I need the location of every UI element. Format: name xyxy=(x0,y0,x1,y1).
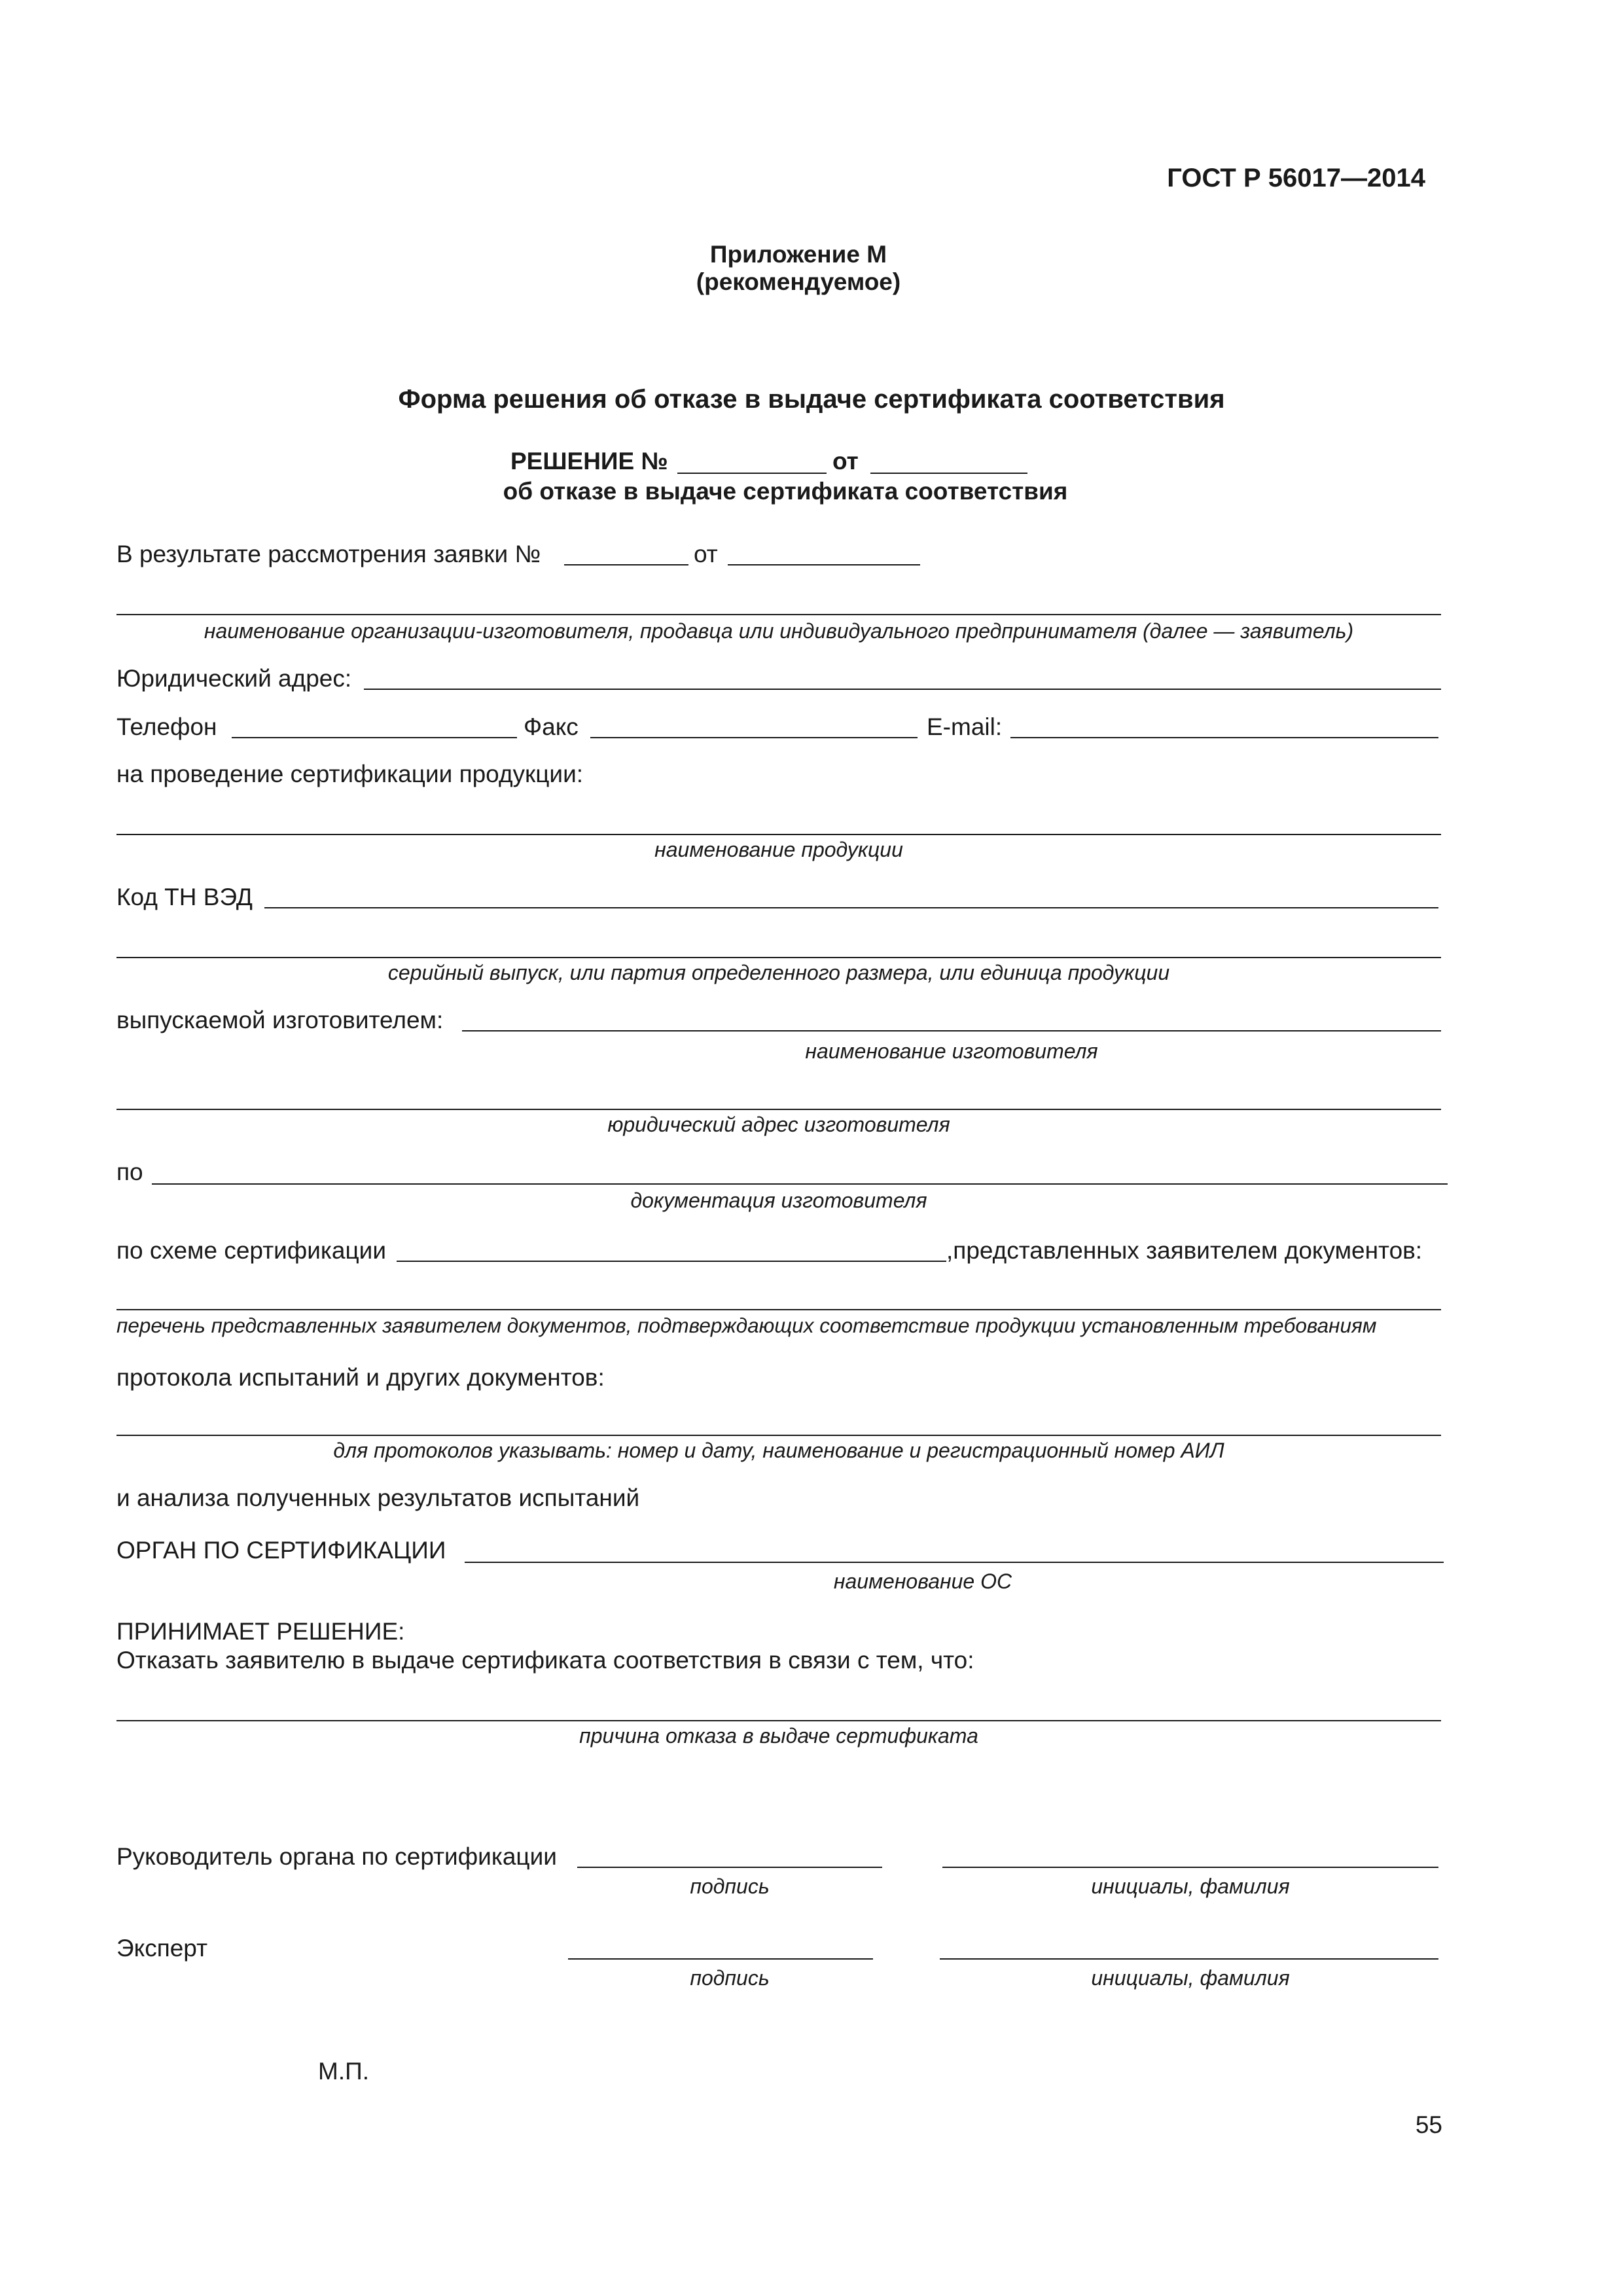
decision-subtitle: об отказе в выдаче сертификата соответствия xyxy=(503,478,1068,505)
scheme-tail: ,представленных заявителем документов: xyxy=(946,1237,1423,1264)
expert-signature-caption: подпись xyxy=(690,1966,770,1990)
phone-line[interactable] xyxy=(232,737,517,738)
protocols-line[interactable] xyxy=(116,1435,1441,1436)
decision-date-line[interactable] xyxy=(870,473,1027,474)
reason-caption: причина отказа в выдаче сертификата xyxy=(579,1724,978,1748)
scheme-label: по схеме сертификации xyxy=(116,1237,387,1264)
head-signature-caption: подпись xyxy=(690,1874,770,1898)
head-name-line[interactable] xyxy=(942,1867,1438,1868)
documents-caption: перечень представленных заявителем документов, подтверждающих соответствие продукции установленным требованиям xyxy=(116,1314,1377,1337)
product-caption: наименование продукции xyxy=(654,838,903,861)
applicant-caption: наименование организации-изготовителя, продавца или индивидуального предпринимателя (далее — заявитель) xyxy=(204,619,1354,643)
expert-name-caption: инициалы, фамилия xyxy=(1091,1966,1290,1990)
manufacturer-address-caption: юридический адрес изготовителя xyxy=(607,1113,950,1136)
certification-body-line[interactable] xyxy=(465,1562,1444,1563)
product-name-line[interactable] xyxy=(116,834,1441,835)
analysis-label: и анализа полученных результатов испытаний xyxy=(116,1484,640,1511)
head-signature-line[interactable] xyxy=(577,1867,882,1868)
appendix-title: Приложение М xyxy=(709,241,887,268)
certification-body-caption: наименование ОС xyxy=(833,1570,1012,1593)
email-line[interactable] xyxy=(1010,737,1438,738)
applicant-name-line[interactable] xyxy=(116,614,1441,615)
head-label: Руководитель органа по сертификации xyxy=(116,1843,557,1870)
fax-label: Факс xyxy=(524,713,579,740)
head-name-caption: инициалы, фамилия xyxy=(1091,1874,1290,1898)
reason-line[interactable] xyxy=(116,1720,1441,1721)
decision-number-line[interactable] xyxy=(677,473,827,474)
application-number-line[interactable] xyxy=(564,564,688,565)
decision-from-label: от xyxy=(832,448,859,475)
email-label: E-mail: xyxy=(927,713,1003,740)
protocols-caption: для протоколов указывать: номер и дату, наименование и регистрационный номер АИЛ xyxy=(333,1439,1224,1462)
batch-line[interactable] xyxy=(116,957,1441,958)
tn-ved-label: Код ТН ВЭД xyxy=(116,884,253,910)
review-label: В результате рассмотрения заявки № xyxy=(116,541,541,567)
phone-label: Телефон xyxy=(116,713,217,740)
form-title: Форма решения об отказе в выдаче сертификата соответствия xyxy=(398,385,1225,414)
protocols-label: протокола испытаний и других документов: xyxy=(116,1364,605,1391)
refuse-label: Отказать заявителю в выдаче сертификата соответствия в связи с тем, что: xyxy=(116,1647,974,1674)
tn-ved-line[interactable] xyxy=(264,907,1438,908)
review-from-label: от xyxy=(694,541,718,567)
application-date-line[interactable] xyxy=(728,564,920,565)
manufacturer-caption: наименование изготовителя xyxy=(805,1039,1098,1063)
page-number: 55 xyxy=(1415,2111,1442,2138)
document-code: ГОСТ Р 56017—2014 xyxy=(1167,164,1425,192)
documents-line[interactable] xyxy=(116,1309,1441,1310)
expert-label: Эксперт xyxy=(116,1935,208,1962)
certification-label: на проведение сертификации продукции: xyxy=(116,761,584,787)
documentation-caption: документация изготовителя xyxy=(630,1189,927,1212)
appendix-type: (рекомендуемое) xyxy=(696,268,901,295)
legal-address-label: Юридический адрес: xyxy=(116,665,352,692)
decides-label: ПРИНИМАЕТ РЕШЕНИЕ: xyxy=(116,1618,405,1645)
batch-caption: серийный выпуск, или партия определенного размера, или единица продукции xyxy=(387,961,1170,984)
manufacturer-address-line[interactable] xyxy=(116,1109,1441,1110)
by-label: по xyxy=(116,1158,143,1185)
expert-name-line[interactable] xyxy=(940,1958,1438,1960)
decision-number-label: РЕШЕНИЕ № xyxy=(510,448,668,475)
expert-signature-line[interactable] xyxy=(568,1958,873,1960)
documentation-line[interactable] xyxy=(152,1183,1448,1185)
scheme-line[interactable] xyxy=(397,1261,946,1262)
manufacturer-line[interactable] xyxy=(462,1030,1441,1031)
manufacturer-label: выпускаемой изготовителем: xyxy=(116,1007,444,1033)
certification-body-label: ОРГАН ПО СЕРТИФИКАЦИИ xyxy=(116,1537,446,1564)
fax-line[interactable] xyxy=(590,737,918,738)
legal-address-line[interactable] xyxy=(364,689,1441,690)
stamp-label: М.П. xyxy=(318,2058,369,2085)
